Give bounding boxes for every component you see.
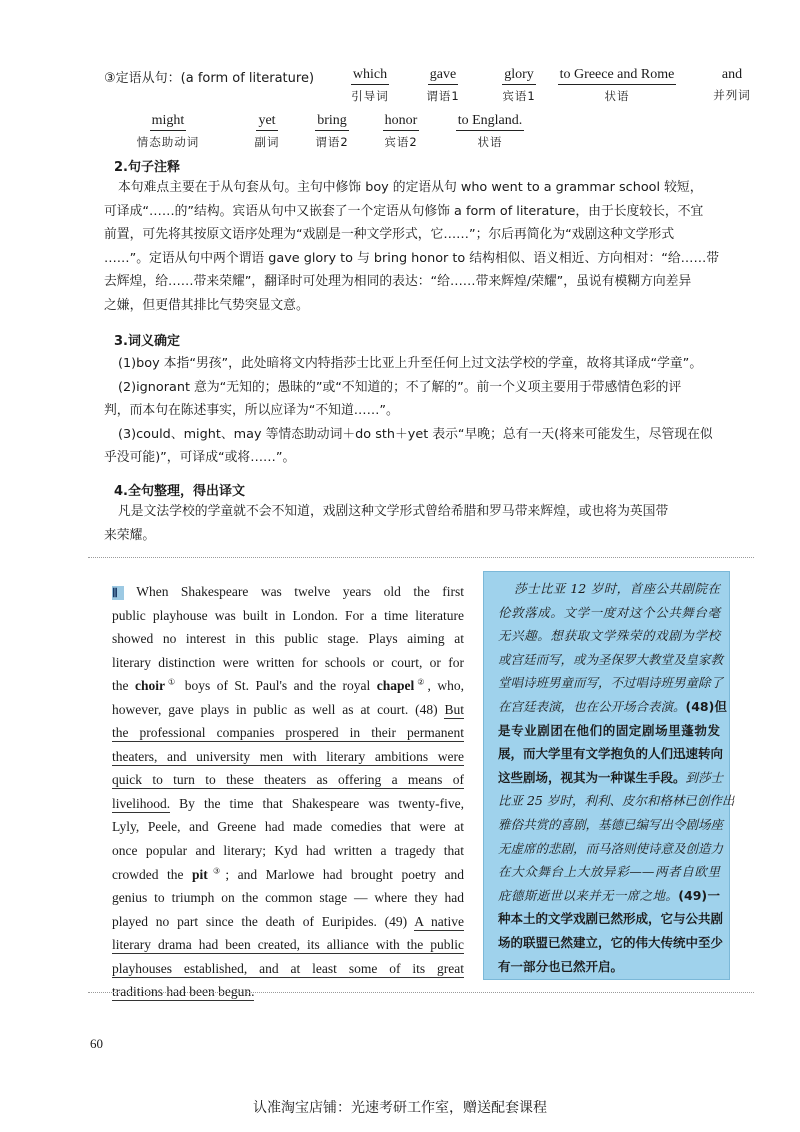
parse-word: to Greece and Rome 状语 (559, 67, 675, 103)
passage-line: theaters, and university men with literary ambitions were (112, 748, 464, 764)
divider (88, 557, 754, 558)
passage-line: traditions had been begun. (112, 984, 255, 1000)
passage-line: played no part since the death of Euripides. (49) A native (112, 913, 464, 929)
passage-line: livelihood. By the time that Shakespeare was twenty-five, (112, 795, 464, 811)
parse-word: gave 谓语1 (426, 67, 460, 103)
parse-word: which 引导词 (351, 67, 389, 103)
footer-note: 认准淘宝店铺：光速考研工作室，赠送配套课程 (253, 1100, 547, 1116)
passage-line: showed no interest in this public stage. Plays aiming at (112, 631, 464, 647)
clause-label: ③定语从句：(a form of literature) (104, 71, 315, 86)
section-heading: 2.句子注释 (114, 160, 180, 175)
parse-word: bring 谓语2 (315, 113, 349, 149)
passage-line: public playhouse was built in London. For a time literature (112, 607, 464, 623)
parse-word: honor 宾语2 (384, 113, 418, 149)
passage-line: once popular and literary; Kyd had written a tragedy that (112, 843, 464, 859)
parse-word: and 并列词 (713, 67, 751, 102)
section-heading: 3.词义确定 (114, 334, 180, 349)
translation-box: 莎士比亚 12 岁时，首座公共剧院在 伦敦落成。文学一度对这个公共舞台毫 无兴趣。想获取文学殊荣的戏剧为学校 或宫廷而写，或为圣保罗大教堂及皇家教 堂唱诗班男童而写，不过唱诗班男童除了 在宫廷表演，也在公开场合表演。(48)但 是专业剧团在他们的固定剧场里蓬勃发 展，而大学里有文学抱负的人们迅速转向 这些剧场，视其为一种谋生手段。到莎士 比亚 25 岁时，利利、皮尔和格林已创作出 雅俗共赏的喜剧，基德已编写出令剧场座 无虚席的悲剧，而马洛则使诗意及创造力 在大众舞台上大放异彩——两者自欧里 庇德斯逝世以来并无一席之地。(49)一 种本土的文学戏剧已然形成，它与公共剧 场的联盟已然建立，它的伟大传统中至少 有一部分也已然开启。 (483, 571, 730, 980)
parse-word: yet 副词 (254, 113, 280, 149)
passage-line: Lyly, Peele, and Greene had made comedies that were at (112, 819, 464, 835)
page-number: 60 (90, 1036, 103, 1051)
passage-line: genius to triumph on the common stage — where they had (112, 890, 464, 906)
section-paragraph: 本句难点主要在于从句套从句。主句中修饰 boy 的定语从句 who went to a grammar school 较短， 可译成“……的”结构。宾语从句中又嵌套了一个定语从句修饰 a form of literature，由于长度较长，不宜 前置，可先将其按原文语序处理为“戏剧是一种文学形式，它……”；尔后再简化为“戏剧这种文学形式 ……”。定语从句中两个谓语 gave glory to 与 bring honor to 结构相似、语义相近、方向相对：“给……带 去辉煌，给……带来荣耀”，翻译时可处理为相同的表达：“给……带来辉煌/荣耀”，虽说有模糊方向差异 之嫌，但更借其排比气势突显文意。 (104, 180, 720, 313)
passage-line: however, gave plays in public as well as at court. (48) But (112, 701, 464, 717)
section-marker: Ⅱ (112, 586, 124, 600)
parse-word: glory 宾语1 (502, 67, 536, 103)
section-paragraph: (1)boy 本指“男孩”，此处暗将文内特指莎士比亚上升至任何上过文法学校的学童，故将其译成“学童”。 (2)ignorant 意为“无知的；愚昧的”或“不知道的；不了解的”。前一个义项主要用于带感情色彩的评 判，而本句在陈述事实，所以应译为“不知道……”。 (3)could、might、may 等情态助动词＋do sth＋yet 表示“早晚；总有一天(将来可能发生，尽管现在似 乎没可能)”，可译成“或将……”。 (104, 356, 713, 465)
passage-line: the choir① boys of St. Paul's and the royal chapel②, who, (112, 677, 464, 694)
passage-line: crowded the pit③; and Marlowe had brought poetry and (112, 866, 464, 882)
passage-line: the professional companies prospered in their permanent (112, 725, 464, 741)
passage-line: Ⅱ When Shakespeare was twelve years old the first (112, 584, 465, 600)
passage-line: playhouses established, and at least some of its great (112, 960, 464, 976)
english-passage (112, 580, 464, 1004)
parse-word: to England. 状语 (457, 113, 523, 149)
section-paragraph: 凡是文法学校的学童就不会不知道，戏剧这种文学形式曾给希腊和罗马带来辉煌，或也将为英国带 来荣耀。 (104, 504, 669, 543)
divider (88, 992, 754, 993)
passage-line: literary drama had been created, its alliance with the public (112, 937, 464, 953)
parse-word: might 情态助动词 (136, 113, 200, 149)
section-heading: 4.全句整理，得出译文 (114, 484, 245, 499)
passage-line: quick to turn to these theaters as offering a means of (112, 772, 464, 788)
passage-line: literary distinction were written for schools or court, or for (112, 654, 464, 670)
